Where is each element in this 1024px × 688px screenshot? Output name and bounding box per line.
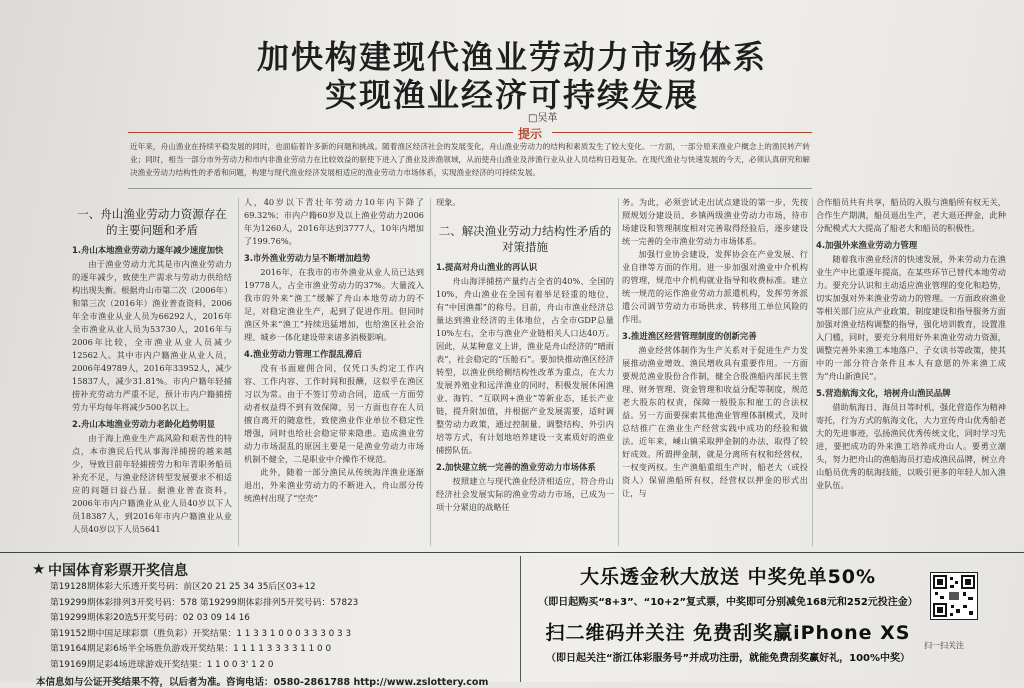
paragraph: 由于渔业劳动力尤其是市内渔业劳动力的逐年减少，致使生产需求与劳动力供给结构出现失衡。根据舟山市第二次（2006年）和第三次（2016年）渔业普查资料，2006年全市渔业从业人员为66292人，2016年全市渔业从业人员为53730人，2016年与2006年比较，全市渔业从业人员减少12562人。其中市内户籍渔业从业人员，2006年49789人，2016年33952人，减少15837人，减少31.81%。市内户籍年轻捕捞补充劳动力严重不足，预计市内户籍捕捞劳力平均每年将减少500名以上。: [72, 259, 232, 412]
paragraph: 现象。: [436, 197, 461, 207]
section-heading: 二、解决渔业劳动力结构性矛盾的对策措施: [438, 224, 612, 254]
lottery-results-box: [32, 560, 506, 688]
column-divider: [618, 198, 619, 546]
lottery-result-line: 第19164期足彩6场半全场胜负游戏开奖结果：1 1 1 1 3 3 3 3 1 1 0 0: [50, 644, 332, 654]
paragraph: 渔业经营体制作为生产关系对于促进生产力发展推动渔业增效、渔民增收具有重要作用。一方面要规范渔业股份合作制，健全合股渔船内部民主管理、财务管理、资金管理和收益分配等制度，规范老大股东的权责，保障一般股东和雇工的合法权益。另一方面要探索其他渔业管理体制模式，及时总结推广在渔业生产经营实践中成功的经验和做法。近年来，嵊山镇采取押金制的办法，取得了较好成效。所谓押金制，就是分离所有权和经营权，一权变两权。生产渔船重组生产时，船老大（或投资人）保留渔船所有权，经营权以押金的形式出让，与: [622, 345, 808, 498]
lottery-result-line: 第19169期足彩4场进球游戏开奖结果：1 1 0 0 3' 1 2 0: [50, 659, 274, 670]
paragraph: 按照建立与现代渔业经济相适应，符合舟山经济社会发展实际的渔业劳动力市场，已成为一项十分紧迫的战略任: [436, 476, 614, 512]
subheading: 2.加快建立统一完善的渔业劳动力市场体系: [436, 462, 596, 472]
ad-divider: [520, 556, 521, 682]
paragraph: 此外，随着一部分渔民从传统海洋渔业逐渐退出，外来渔业劳动力的不断进入，舟山部分传统渔村出现了“空壳”: [244, 467, 424, 503]
section-heading: 一、舟山渔业劳动力资源存在的主要问题和矛盾: [77, 207, 227, 237]
paragraph: 没有书面雇佣合同，仅凭口头约定工作内容、工作内容、工作时间和报酬，这似乎在渔区习以为常。由于不签订劳动合同，造成一方面劳动者权益得不到有效保障，另一方面也存在人员擅自离开的随意性，致使渔业作业单位不稳定性增强，同时也给社会稳定带来隐患。造成渔业劳动力市场混乱的原因主要是一是渔业劳动力市场机制不健全，二是职业中介操作不规范。: [244, 363, 424, 464]
article-column-5: [816, 196, 1006, 548]
article-column-4: [622, 196, 808, 548]
headline-line-1: 加快构建现代渔业劳动力市场体系: [256, 38, 767, 76]
promo-box: [528, 556, 928, 664]
paragraph: 随着我市渔业经济的快速发展，外来劳动力在渔业生产中比重逐年提高，在某些环节已替代本地劳动力。要充分认识和主动适应渔业管理的变化和趋势，切实加强对外来渔业劳动力的管理。一方面政府渔业等相关部门应从产业政策、制度建设和指导服务方面加强对渔业结构调整的指导，强化培训教育，设置准入门槛，同时，要充分利用好外来渔业劳动力资源，调整完善外来渔工本地落户、子女读书等政策，使其中的一部分符合条件且本人有意愿的外来渔工成为“舟山新渔民”。: [816, 254, 1006, 381]
lottery-result-line: 第19299期体彩排列3开奖号码：578 第19299期体彩排列5开奖号码：57823: [50, 597, 359, 608]
lottery-result-line: 第19299期体彩20选5开奖号码：02 03 09 14 16: [50, 613, 250, 623]
abstract-label: 提示: [518, 127, 543, 141]
subheading: 3.市外渔业劳动力呈不断增加趋势: [244, 253, 371, 263]
article-column-2: [244, 196, 424, 548]
lottery-result-line: 第19152期中国足球彩票（胜负彩）开奖结果：1 1 3 3 1 0 0 0 3 3 3 0 3 3: [50, 628, 352, 639]
abstract-rule-left: [128, 132, 513, 133]
paragraph: 由于海上渔业生产高风险和艰苦性的特点，本市渔民后代从事海洋捕捞的越来越少，导致目前年轻捕捞劳力和年青职务船员补充不足，与渔业经济转型发展要求不相适应的问题日益凸显。据渔业普查资料，2006年市内户籍渔业从业人员40岁以下人员18387人，到2016年市内户籍渔业从业人员40岁以下人员5641: [72, 433, 232, 534]
subheading: 4.渔业劳动力管理工作混乱滞后: [244, 349, 362, 359]
promo-subtext: （即日起购买“8+3”、“10+2”复式票，中奖即可分别减免168元和252元投注金）: [538, 597, 918, 608]
paragraph: 人，40岁以下青壮年劳动力10年内下降了69.32%；市内户籍60岁及以上渔业劳动力2006年为1260人，2016年达到3777人，10年内增加了199.76%。: [244, 197, 424, 246]
abstract-text: 近年来，舟山渔业在持续平稳发展的同时，也面临着许多新的问题和挑战。随着渔区经济社会的发展变化，舟山渔业劳动力的结构和素质发生了较大变化。一方面，一部分原来渔业户概念上的渔民转产转业；同时，相当一部分市外劳动力和市内非渔业劳动力在比较效益的驱使下进入了渔业及涉渔领域，从而使舟山渔业及涉渔行业从业人员结构日趋复杂。在现代渔业与快速发展的今天，必须认真研究和解决渔业劳动力结构性的矛盾和问题，构建与现代渔业经济发展相适应的渔业劳动力市场体系，实现渔业经济的可持续发展。: [130, 142, 810, 177]
article-column-1: [72, 196, 232, 548]
column-divider: [238, 198, 239, 546]
star-icon: ★: [32, 560, 46, 578]
subheading: 4.加强外来渔业劳动力管理: [816, 240, 918, 250]
paragraph: 舟山海洋捕捞产量约占全省的40%、全国的10%，舟山渔业在全国有着举足轻重的地位，有“中国渔都”的称号。目前，舟山市渔业经济总量达到渔业经济的主体地位，占全市GDP总量10%左右，全市与渔业产业链相关人口达40万。因此，从某种意义上讲，渔业是舟山经济的“晴雨表”，社会稳定的“压舱石”。要加快推动渔区经济转型，以渔业供给侧结构性改革为重点，在大力发展养殖业和远洋渔业的同时，积极发展休闲渔业、海钓、“互联网+渔业”等新业态，延长产业链，提升附加值，并根据产业发展需要，适时调整劳动力政策，通过控制量、调整结构、外引内培等方式，有计划地培养建设一支素质好的渔业捕捞队伍。: [436, 276, 614, 455]
paragraph: 加强行业协会建设，发挥协会在产业发展、行业自律等方面的作用。进一步加强对渔业中介机构的管理，规范中介机构就业指导和收费标准。建立统一规范的运作渔业劳动力派遣机构，发挥劳务派遣公司调节劳动力市场供求、转移用工单位风险的作用。: [622, 249, 808, 324]
subheading: 3.推进渔区经营管理制度的创新完善: [622, 331, 757, 341]
subheading: 1.舟山本地渔业劳动力逐年减少速度加快: [72, 245, 224, 255]
column-divider: [430, 198, 431, 546]
qr-label: 扫一扫关注: [924, 641, 964, 650]
subheading: 2.舟山本地渔业劳动力老龄化趋势明显: [72, 419, 216, 429]
lottery-footer: 本信息如与公证开奖结果不符，以后者为准。咨询电话：0580-2861788 http://www.zslottery.com: [36, 677, 489, 688]
headline-line-2: 实现渔业经济可持续发展: [324, 76, 699, 114]
paragraph: 借助航海日、海员日等时机，强化营造作为精神寄托，行为方式的航海文化，大力宣传舟山优秀船老大的先进事迹，弘扬渔民优秀传统文化，同时学习先进，要把成功的外来渔工培养成舟山人。要勇立潮头，努力把舟山的渔船海员打造成渔民品牌，树立舟山船员优秀的航海技能，以吸引更多的年轻人加入渔业队伍。: [816, 402, 1006, 490]
abstract-rule-right: [552, 132, 812, 133]
paragraph: 2016年，在我市的市外渔业从业人员已达到19778人，占全市渔业劳动力的37%。大量流入我市的外来“渔工”缓解了舟山本地劳动力的不足，对稳定渔业生产，起到了促进作用。但同时渔区外来“渔工”持续迅猛增加，也给渔区社会治理、城乡一体化建设带来诸多消极影响。: [244, 267, 424, 342]
column-divider: [812, 198, 813, 546]
promo-headline: 扫二维码并关注 免费刮奖赢iPhone XS: [545, 622, 911, 644]
paragraph: 合作船员共有共享，船员的入股与渔船所有权无关，合作生产期满，船员退出生产，老大退还押金，此种分配模式大大提高了船老大和船员的积极性。: [816, 197, 1006, 233]
paragraph: 务。为此，必须尝试走出试点建设的第一步，先按照规划分建设员、乡镇两级渔业劳动力市场，待市场建设和管理制度相对完善取得经验后，逐步建设统一完善的全市渔业劳动力市场体系。: [622, 197, 808, 246]
article-column-3: [436, 196, 614, 548]
promo-subtext: （即日起关注“浙江体彩服务号”并成功注册，就能免费刮奖赢好礼，100%中奖）: [545, 653, 911, 664]
promo-headline: 大乐透金秋大放送 中奖免单50%: [579, 566, 877, 588]
subheading: 1.提高对舟山渔业的再认识: [436, 262, 538, 272]
author-byline: □吴革: [528, 113, 558, 124]
abstract-rule-bottom: [128, 188, 812, 189]
subheading: 5.营造航海文化，培树舟山渔民品牌: [816, 388, 951, 398]
qr-code-icon[interactable]: [930, 572, 978, 620]
lottery-title: 中国体育彩票开奖信息: [48, 563, 188, 579]
lottery-result-line: 第19128期体彩大乐透开奖号码：前区20 21 25 34 35后区03+12: [50, 582, 316, 592]
